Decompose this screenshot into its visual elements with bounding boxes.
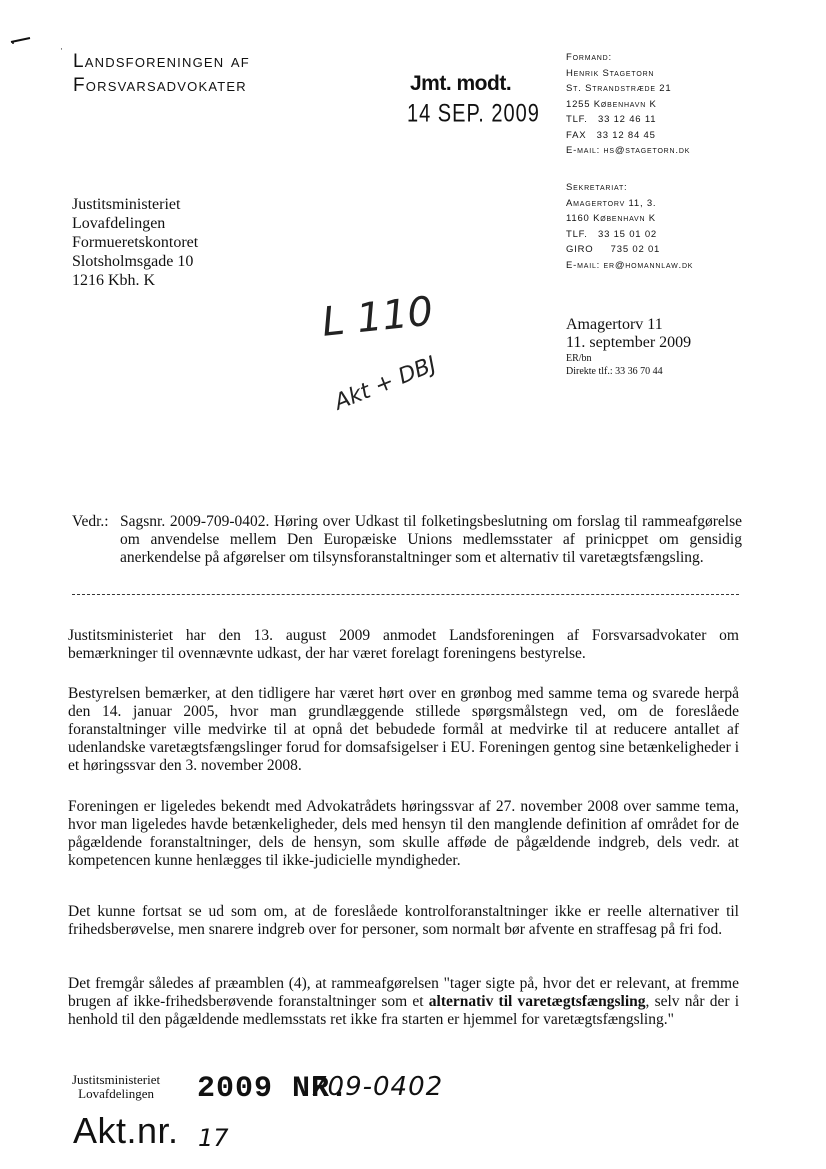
recipient-address [72,195,198,290]
formand-tlf: TLF. 33 12 46 11 [566,114,657,125]
letter-initials: ER/bn [566,353,592,364]
scan-mark-icon [10,36,32,44]
subject-text: Sagsnr. 2009-709-0402. Høring over Udkast til folketingsbeslutning om forslag til rammeafgørelse om anvendelse mellem Den Europæiske Unions medlemsstater af prinicppet om gensidig anerkendelse på afgørelser om tilsynsforanstaltninger som et alternativ til varetægtsfængsling. [120,513,742,566]
recipient-line: Slotsholmsgade 10 [72,253,194,270]
scan-dot: · [60,44,63,54]
handwritten-annotation-bottom: Akt + DBJ [331,352,440,416]
sekretariat-city: 1160 København K [566,213,656,224]
letter-place-date [566,316,691,352]
letter-date: 11. september 2009 [566,334,692,351]
body-paragraph-5 [68,975,739,1029]
body-paragraph-4: Det kunne fortsat se ud som om, at de foreslåede kontrolforanstaltninger ikke er reelle alternativer til frihedsberøvelse, men snarere indgreb over for personer, som normalt bør afvente en straffesag på fri fod. [68,903,739,938]
handwritten-annotation [300,280,490,420]
received-stamp-label: Jmt. modt. [410,72,512,95]
body-paragraph-5-bold: alternativ til varetægtsfængsling [428,993,646,1010]
journal-stamp-line1: Justitsministeriet [72,1072,161,1087]
sekretariat-giro: GIRO 735 02 01 [566,244,661,255]
formand-city: 1255 København K [566,98,657,110]
akt-nr-label: Akt.nr. [73,1110,179,1151]
akt-nr-handwritten: 17 [198,1124,229,1152]
received-stamp-date: 14 SEP. 2009 [407,100,540,128]
formand-street: St. Strandstræde 21 [566,83,672,94]
handwritten-annotation-top: L 110 [319,288,436,346]
sekretariat-street: Amagertorv 11, 3. [566,197,657,209]
org-name [73,50,250,98]
recipient-line: Lovafdelingen [72,215,166,232]
formand-name: Henrik Stagetorn [566,67,655,79]
subject-block [72,513,742,567]
letter-reference [566,353,663,378]
recipient-line: Formueretskontoret [72,234,199,251]
body-paragraph-1: Justitsministeriet har den 13. august 2009 anmodet Landsforeningen af Forsvarsadvokater om bemærkninger til ovennævnte udkast, der har været forelagt foreningens bestyrelse. [68,627,739,662]
sekretariat-email: E-mail: er@homannlaw.dk [566,259,694,271]
letter-direct-phone: Direkte tlf.: 33 36 70 44 [566,365,663,377]
body-paragraph-5-a: Det fremgår således af præamblen (4), at rammeafgørelsen "tager sigte på, hvor det er relevant, at fremme brugen af ikke-frihedsberøvende foranstaltninger som et [68,975,739,1010]
formand-heading: Formand: [566,52,612,63]
recipient-line: Justitsministeriet [72,196,181,213]
body-paragraph-5-b: , selv når der i henhold til den pågældende medlemsstats ret ikke fra starten er hjemmel for varetægtsfængsling." [68,993,740,1028]
sekretariat-heading: Sekretariat: [566,182,628,193]
formand-block [566,50,690,159]
org-name-line2: Forsvarsadvokater [73,75,247,96]
journal-stamp-label [72,1073,160,1101]
body-paragraph-3: Foreningen er ligeledes bekendt med Advokatrådets høringssvar af 27. november 2008 over samme tema, hvor man ligeledes havde betænkeligheder, dels med hensyn til den manglende definition af området for de pågældende foranstaltninger, dels de hensyn, som skulle afføde de pågældende indgreb, dels vedr. at kompetencen kunne henlægges til ikke-judicielle myndigheder. [68,798,739,869]
subject-label: Vedr.: [72,513,109,530]
subject-divider [72,594,739,595]
body-paragraph-2: Bestyrelsen bemærker, at den tidligere har været hørt over en grønbog med samme tema og svarede herpå den 14. januar 2005, hvor man grundlæggende stillede spørgsmålstegn ved, om de foreslåede foranstaltninger ville medvirke til at opnå det bebudede formål at medvirke til at reducere antallet af udenlandske varetægtsfængslinger forud for domsafsigelser i EU. Foreningen gentog sine betænkeligheder i et høringssvar den 3. november 2008. [68,685,739,774]
letter-place: Amagertorv 11 [566,316,663,333]
journal-stamp-line2: Lovafdelingen [78,1086,154,1101]
recipient-line: 1216 Kbh. K [72,272,156,289]
formand-fax: FAX 33 12 84 45 [566,129,656,141]
journal-stamp-number: 2009 NR. [197,1072,350,1106]
sekretariat-block [566,180,693,273]
formand-email: E-mail: hs@stagetorn.dk [566,145,691,156]
subject-text-wrap [72,513,742,567]
sekretariat-tlf: TLF. 33 15 01 02 [566,228,657,240]
journal-handwritten-number: 709-0402 [310,1072,444,1102]
org-name-line1: Landsforeningen af [73,51,250,72]
